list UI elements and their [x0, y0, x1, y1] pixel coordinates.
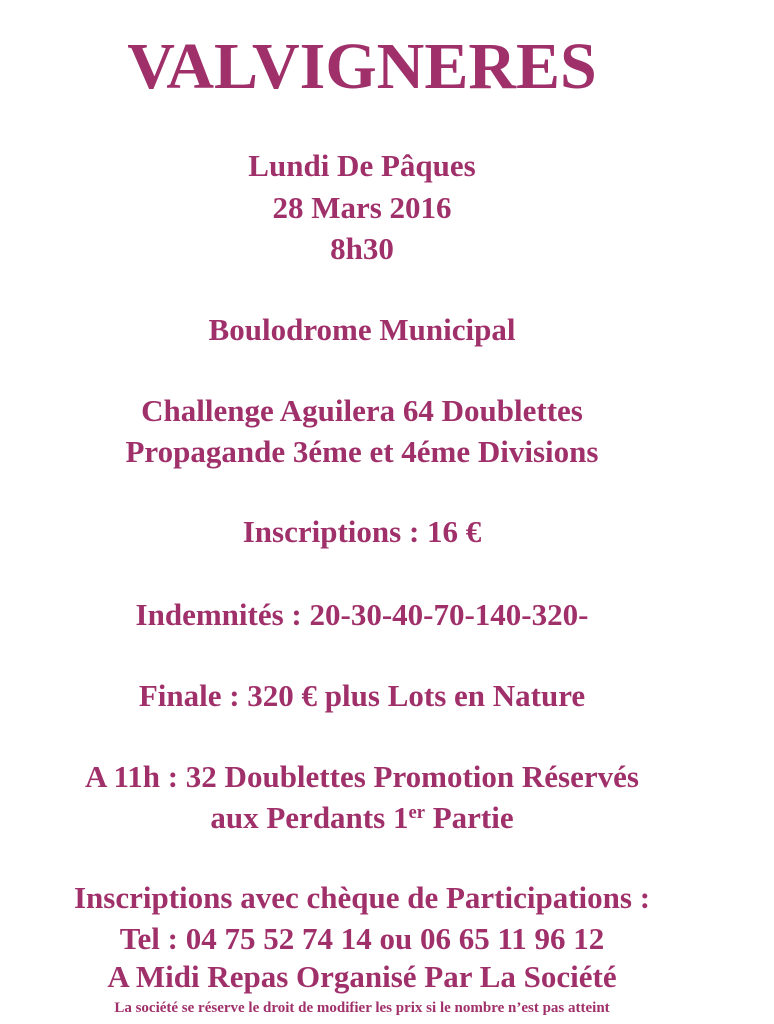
- competition-name: Challenge Aguilera 64 Doublettes: [141, 393, 583, 428]
- finale-prize: Finale : 320 € plus Lots en Nature: [138, 678, 586, 713]
- event-time: 8h30: [330, 231, 394, 266]
- inscription-fee: Inscriptions : 16 €: [242, 514, 482, 549]
- disclaimer: La société se réserve le droit de modifier les prix si le nombre n’est pas atteint: [114, 1000, 610, 1016]
- promotion-superscript: er: [408, 801, 425, 823]
- indemnities: Indemnités : 20-30-40-70-140-320-: [135, 597, 589, 632]
- event-venue: Boulodrome Municipal: [208, 312, 516, 347]
- meal-info: A Midi Repas Organisé Par La Société: [107, 959, 617, 994]
- promotion-line: A 11h : 32 Doublettes Promotion Réservés: [85, 759, 639, 794]
- competition-divisions: Propagande 3éme et 4éme Divisions: [125, 434, 599, 469]
- promotion-text-after: Partie: [424, 800, 514, 835]
- contact-inscriptions: Inscriptions avec chèque de Participations :: [73, 880, 651, 915]
- event-date: 28 Mars 2016: [272, 190, 452, 225]
- poster-title: VALVIGNERES: [127, 30, 597, 103]
- contact-phone: Tel : 04 75 52 74 14 ou 06 65 11 96 12: [119, 921, 605, 956]
- promotion-text-before: aux Perdants 1: [210, 800, 409, 835]
- event-day: Lundi De Pâques: [248, 148, 476, 183]
- promotion-line-2: [0, 802, 724, 833]
